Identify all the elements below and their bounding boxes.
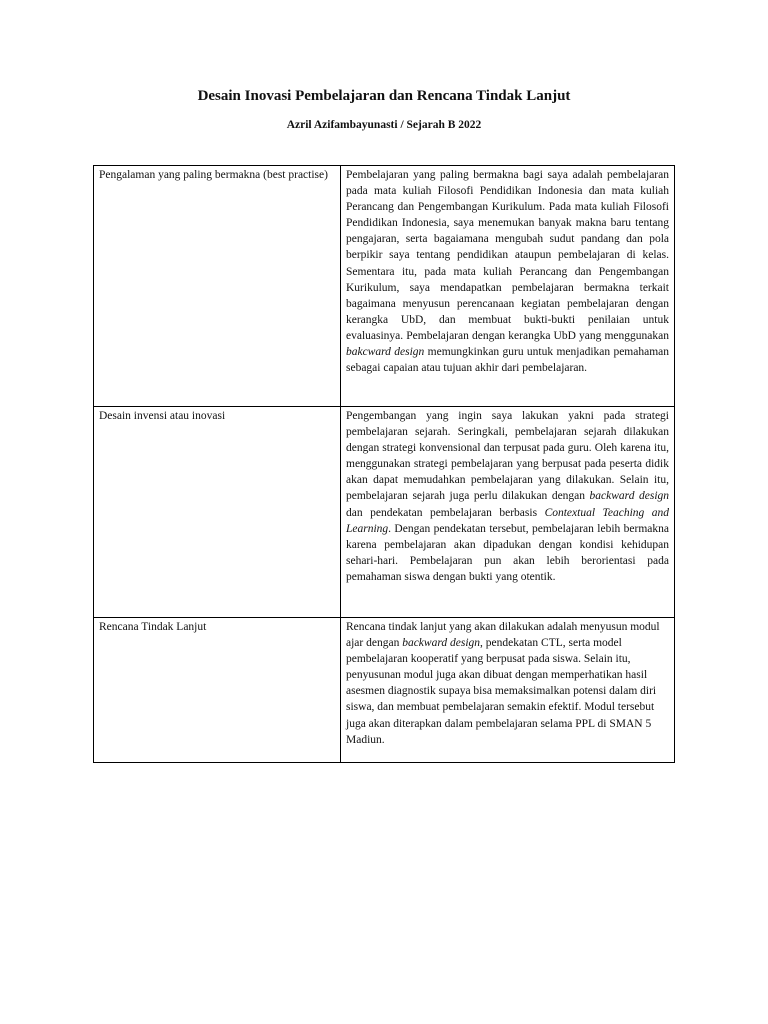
- author-line: Azril Azifambayunasti / Sejarah B 2022: [286, 119, 482, 131]
- reflection-table: [93, 165, 675, 763]
- page-title: Desain Inovasi Pembelajaran dan Rencana Tindak Lanjut: [197, 88, 571, 104]
- row-content-best-practice: [341, 166, 675, 407]
- content-text: Pembelajaran yang paling bermakna bagi saya adalah pembelajaran pada mata kuliah Filosofi Pendidikan Indonesia dan mata kuliah Perancang dan Pengembangan Kurikulum. Pada mata kuliah Filosofi Pendidikan Indonesia, saya menemukan banyak makna baru tentang pengajaran, serta bagaiamana mengubah sudut pandang dan pola berpikir saya tentang pendidikan ataupun pembelajaran di kelas. Sementara itu, pada mata kuliah Perancang dan Pengembangan Kurikulum, saya mendapatkan pembelajaran bermakna terkait bagaimana menyusun perencanaan kegiatan pembelajaran dengan kerangka UbD, dan membuat bukti-bukti penilaian untuk evaluasinya. Pembelajaran dengan kerangka UbD yang menggunakan: [346, 169, 669, 342]
- content-italic-term: bakcward design: [346, 346, 425, 359]
- content-text: . Dengan pendekatan tersebut, pembelajaran lebih bermakna karena pembelajaran akan dipadukan dengan kondisi kehidupan sehari-hari. Pembelajaran pun akan lebih berorientasi pada pemahaman siswa dengan bukti yang otentik.: [346, 522, 669, 583]
- table-row-follow-up: [94, 618, 675, 763]
- content-italic-term: Contextual Teaching and Learning: [346, 506, 669, 535]
- row-label-follow-up: Rencana Tindak Lanjut: [94, 618, 341, 763]
- table-row-best-practice: [94, 166, 675, 407]
- content-text: Pengembangan yang ingin saya lakukan yakni pada strategi pembelajaran sejarah. Seringkali, pembelajaran sejarah dilakukan dengan strategi konvensional dan terpusat pada guru. Oleh karena itu, menggunakan strategi pembelajaran yang berpusat pada peserta didik akan dapat memudahkan pembelajaran yang dilakukan. Selain itu, pembelajaran sejarah juga perlu dilakukan dengan: [346, 410, 669, 503]
- table-row-innovation: [94, 407, 675, 618]
- content-text: memungkinkan guru untuk menjadikan pemahaman sebagai capaian atau tujuan akhir dari pembelajaran.: [346, 346, 670, 375]
- row-content-follow-up: [341, 618, 675, 763]
- row-content-innovation: [341, 407, 675, 618]
- content-text: Rencana tindak lanjut yang akan dilakukan adalah menyusun modul ajar dengan: [346, 621, 660, 650]
- content-italic-term: backward design: [589, 490, 670, 503]
- content-text: dan pendekatan pembelajaran berbasis: [346, 506, 538, 519]
- content-text: , pendekatan CTL, serta model pembelajaran kooperatif yang berpusat pada siswa. Selain itu, penyusunan modul juga akan dibuat dengan memperhatikan hasil asesmen diagnostik supaya bisa memaksimalkan potensi dalam diri siswa, dan membuat pembelajaran semakin efektif. Modul tersebut juga akan diterapkan dalam pembelajaran selama PPL di SMAN 5 Madiun.: [346, 637, 657, 746]
- row-label-best-practice: Pengalaman yang paling bermakna (best practise): [94, 166, 341, 407]
- content-italic-term: backward design: [402, 637, 481, 650]
- row-label-innovation: Desain invensi atau inovasi: [94, 407, 341, 618]
